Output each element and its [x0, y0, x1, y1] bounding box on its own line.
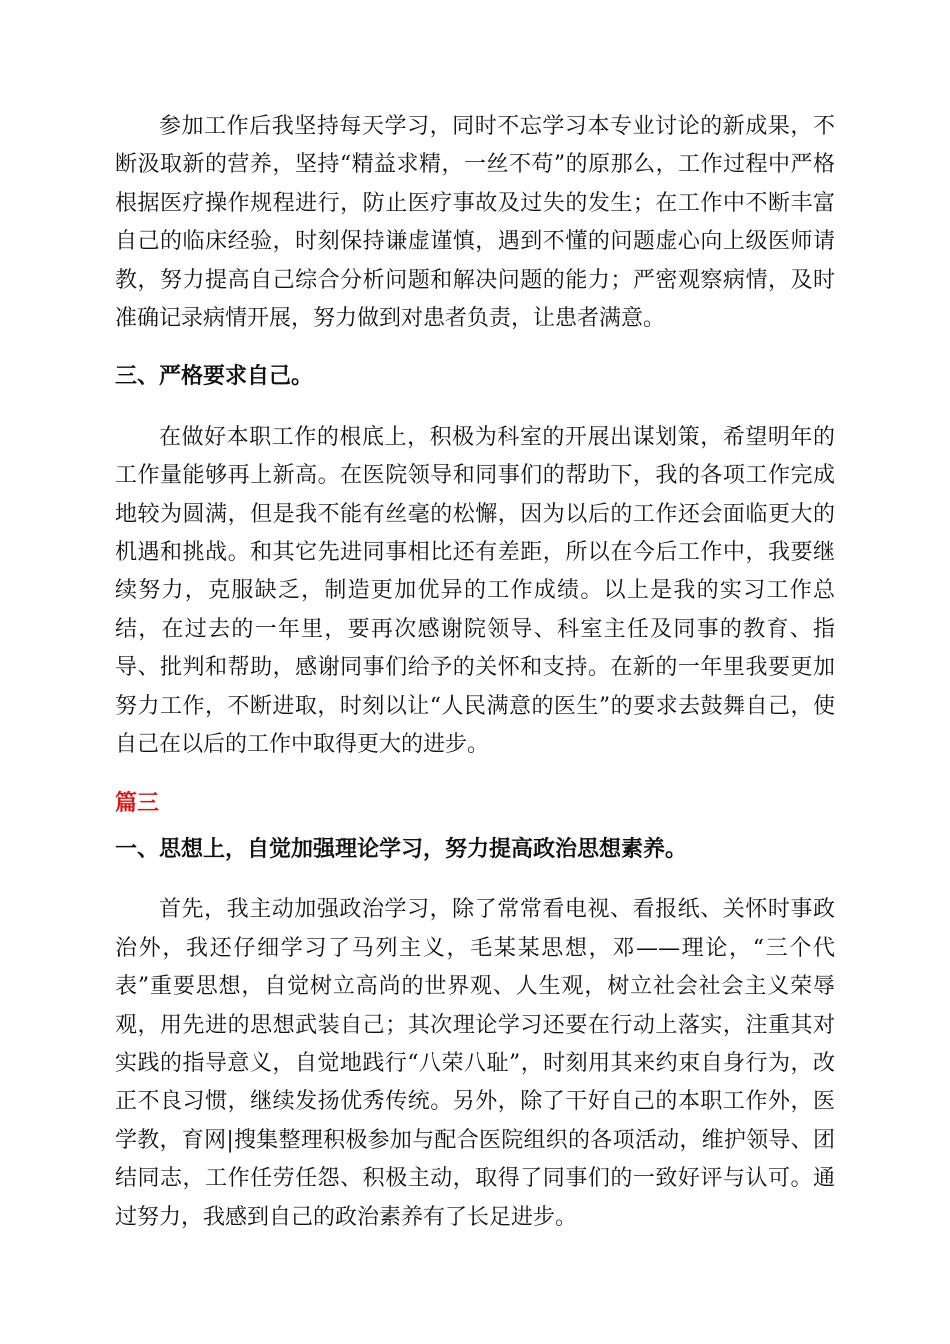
body-paragraph: 首先，我主动加强政治学习，除了常常看电视、看报纸、关怀时事政治外，我还仔细学习了马列主义，毛某某思想，邓——理论，“三个代表”重要思想，自觉树立高尚的世界观、人生观，树立社会社会主义荣辱观，用先进的思想武装自己；其次理论学习还要在行动上落实，注重其对实践的指导意义，自觉地践行“八荣八耻”，时刻用其来约束自身行为，改正不良习惯，继续发扬优秀传统。另外，除了干好自己的本职工作外，医学教，育网|搜集整理积极参加与配合医院组织的各项活动，维护领导、团结同志，工作任劳任怨、积极主动，取得了同事们的一致好评与认可。通过努力，我感到自己的政治素养有了长足进步。 [115, 897, 835, 1230]
body-paragraph: 在做好本职工作的根底上，积极为科室的开展出谋划策，希望明年的工作量能够再上新高。在医院领导和同事们的帮助下，我的各项工作完成地较为圆满，但是我不能有丝毫的松懈，因为以后的工作还会面临更大的机遇和挑战。和其它先进同事相比还有差距，所以在今后工作中，我要继续努力，克服缺乏，制造更加优异的工作成绩。以上是我的实习工作总结，在过去的一年里，要再次感谢院领导、科室主任及同事的教育、指导、批判和帮助，感谢同事们给予的关怀和支持。在新的一年里我要更加努力工作，不断进取，时刻以让“人民满意的医生”的要求去鼓舞自己，使自己在以后的工作中取得更大的进步。 [115, 424, 835, 758]
section-heading: 一、思想上，自觉加强理论学习，努力提高政治思想素养。 [115, 836, 688, 862]
body-paragraph: 参加工作后我坚持每天学习，同时不忘学习本专业讨论的新成果，不断汲取新的营养，坚持“精益求精，一丝不苟”的原那么，工作过程中严格根据医疗操作规程进行，防止医疗事故及过失的发生；在工作中不断丰富自己的临床经验，时刻保持谦虚谨慎，遇到不懂的问题虚心向上级医师请教，努力提高自己综合分析问题和解决问题的能力；严密观察病情，及时准确记录病情开展，努力做到对患者负责，让患者满意。 [115, 114, 835, 332]
chapter-title: 篇三 [115, 790, 160, 816]
document-page [115, 108, 835, 1237]
section-heading: 三、严格要求自己。 [115, 364, 314, 390]
